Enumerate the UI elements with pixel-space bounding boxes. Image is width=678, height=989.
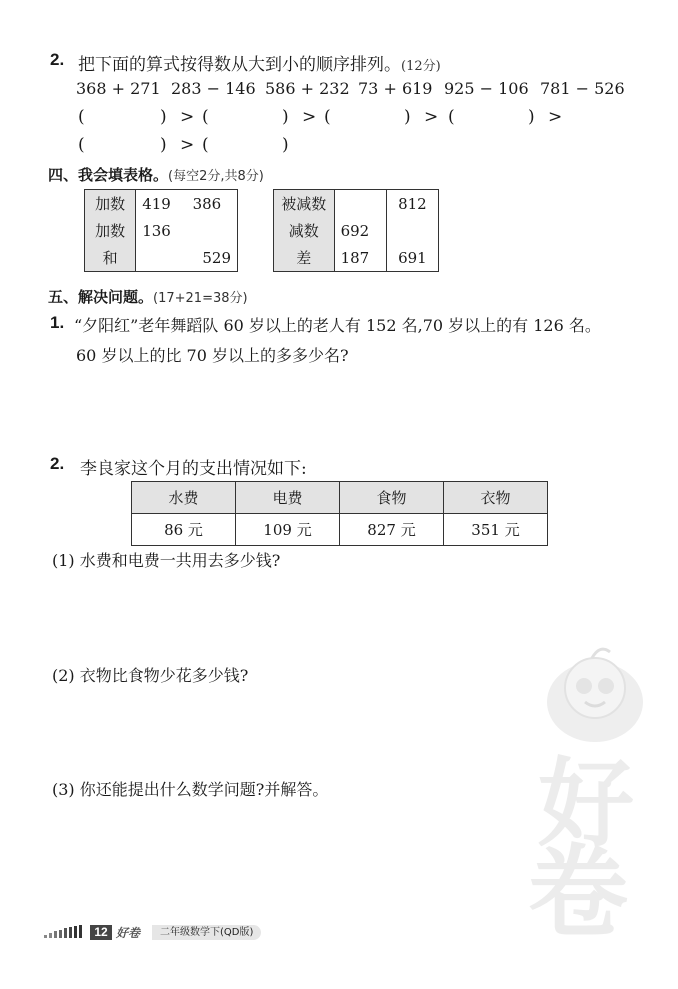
problem-2-number: 2. xyxy=(50,454,65,473)
footer-book-label: 二年级数学下(QD版) xyxy=(152,925,261,940)
problem-1-number: 1. xyxy=(50,313,65,332)
table-cell-blank[interactable] xyxy=(386,217,438,244)
table-cell: 529 xyxy=(202,248,231,267)
section-4-title xyxy=(48,164,264,185)
row-label: 减数 xyxy=(274,217,335,244)
row-label: 差 xyxy=(274,244,335,272)
gt-sign-2: > xyxy=(302,107,317,127)
blank-3-open: ( xyxy=(324,107,331,127)
expression-6: 781 − 526 xyxy=(540,79,625,98)
sub-question-1: (1) 水费和电费一共用去多少钱? xyxy=(52,551,281,570)
table-cell: 86 元 xyxy=(132,514,236,546)
gt-sign-5: > xyxy=(180,135,195,155)
q2-score: (12分) xyxy=(401,59,441,74)
table-cell: 109 元 xyxy=(236,514,340,546)
q2-number: 2. xyxy=(50,50,65,69)
table-header-row xyxy=(132,482,548,514)
blank-2-open: ( xyxy=(202,107,209,127)
expression-5: 925 − 106 xyxy=(444,79,529,98)
subtraction-table xyxy=(273,189,439,272)
expression-4: 73 + 619 xyxy=(358,79,433,98)
section-4-title-text: 四、我会填表格。 xyxy=(48,166,169,184)
footer-dots-icon xyxy=(44,925,88,941)
expression-1: 368 + 271 xyxy=(76,79,161,98)
table-cell: 692 xyxy=(334,217,386,244)
table-cell-blank[interactable] xyxy=(334,190,386,218)
table-row xyxy=(274,244,439,272)
section-5-title-text: 五、解决问题。 xyxy=(48,288,154,306)
table-row xyxy=(132,514,548,546)
footer-brand-logo: 好卷 xyxy=(116,926,141,940)
table-cell: 351 元 xyxy=(444,514,548,546)
blank-2-close: ) xyxy=(282,107,289,127)
row-label: 加数 xyxy=(85,190,136,218)
column-header: 衣物 xyxy=(444,482,548,514)
table-cell: 136 xyxy=(142,221,171,240)
table-row xyxy=(85,190,238,218)
addition-table xyxy=(84,189,238,272)
problem-1-line-1: “夕阳红”老年舞蹈队 60 岁以上的老人有 152 名,70 岁以上的有 126 名。 xyxy=(74,316,601,335)
expression-2: 283 − 146 xyxy=(171,79,256,98)
watermark-char-hao: 好 xyxy=(538,748,634,860)
table-cell: 386 xyxy=(192,194,222,213)
table-cell-blank[interactable] xyxy=(187,217,238,244)
blank-1-open: ( xyxy=(78,107,85,127)
table-cell: 812 xyxy=(398,194,427,213)
q2-title xyxy=(78,50,441,75)
expense-table xyxy=(131,481,548,546)
watermark-char-juan: 卷 xyxy=(528,834,628,951)
column-header: 水费 xyxy=(132,482,236,514)
table-cell: 691 xyxy=(398,248,427,267)
table-cell: 419 xyxy=(142,194,171,213)
table-row xyxy=(274,217,439,244)
sub-question-2: (2) 衣物比食物少花多少钱? xyxy=(52,666,249,685)
row-label: 被减数 xyxy=(274,190,335,218)
sub-question-3: (3) 你还能提出什么数学问题?并解答。 xyxy=(52,780,329,799)
row-label: 和 xyxy=(85,244,136,272)
q2-title-text: 把下面的算式按得数从大到小的顺序排列。 xyxy=(78,55,401,75)
expression-3: 586 + 232 xyxy=(265,79,350,98)
problem-1-line-2: 60 岁以上的比 70 岁以上的多多少名? xyxy=(76,346,349,365)
blank-3-close: ) xyxy=(404,107,411,127)
column-header: 电费 xyxy=(236,482,340,514)
blank-6-close: ) xyxy=(282,135,289,155)
table-row xyxy=(274,190,439,218)
table-row xyxy=(85,244,238,272)
table-cell: 187 xyxy=(334,244,386,272)
table-cell: 827 元 xyxy=(340,514,444,546)
section-5-score: (17+21=38分) xyxy=(153,291,248,306)
blank-4-close: ) xyxy=(528,107,535,127)
section-4-score: (每空2分,共8分) xyxy=(168,169,264,184)
blank-6-open: ( xyxy=(202,135,209,155)
blank-5-open: ( xyxy=(78,135,85,155)
column-header: 食物 xyxy=(340,482,444,514)
problem-2-intro: 李良家这个月的支出情况如下: xyxy=(80,459,307,479)
gt-sign-1: > xyxy=(180,107,195,127)
blank-5-close: ) xyxy=(160,135,167,155)
blank-1-close: ) xyxy=(160,107,167,127)
gt-sign-3: > xyxy=(424,107,439,127)
gt-sign-4: > xyxy=(548,107,563,127)
row-label: 加数 xyxy=(85,217,136,244)
table-cell-blank[interactable] xyxy=(136,244,187,272)
blank-4-open: ( xyxy=(448,107,455,127)
section-5-title xyxy=(48,286,248,307)
footer-page-number: 12 xyxy=(90,925,112,940)
table-row xyxy=(85,217,238,244)
